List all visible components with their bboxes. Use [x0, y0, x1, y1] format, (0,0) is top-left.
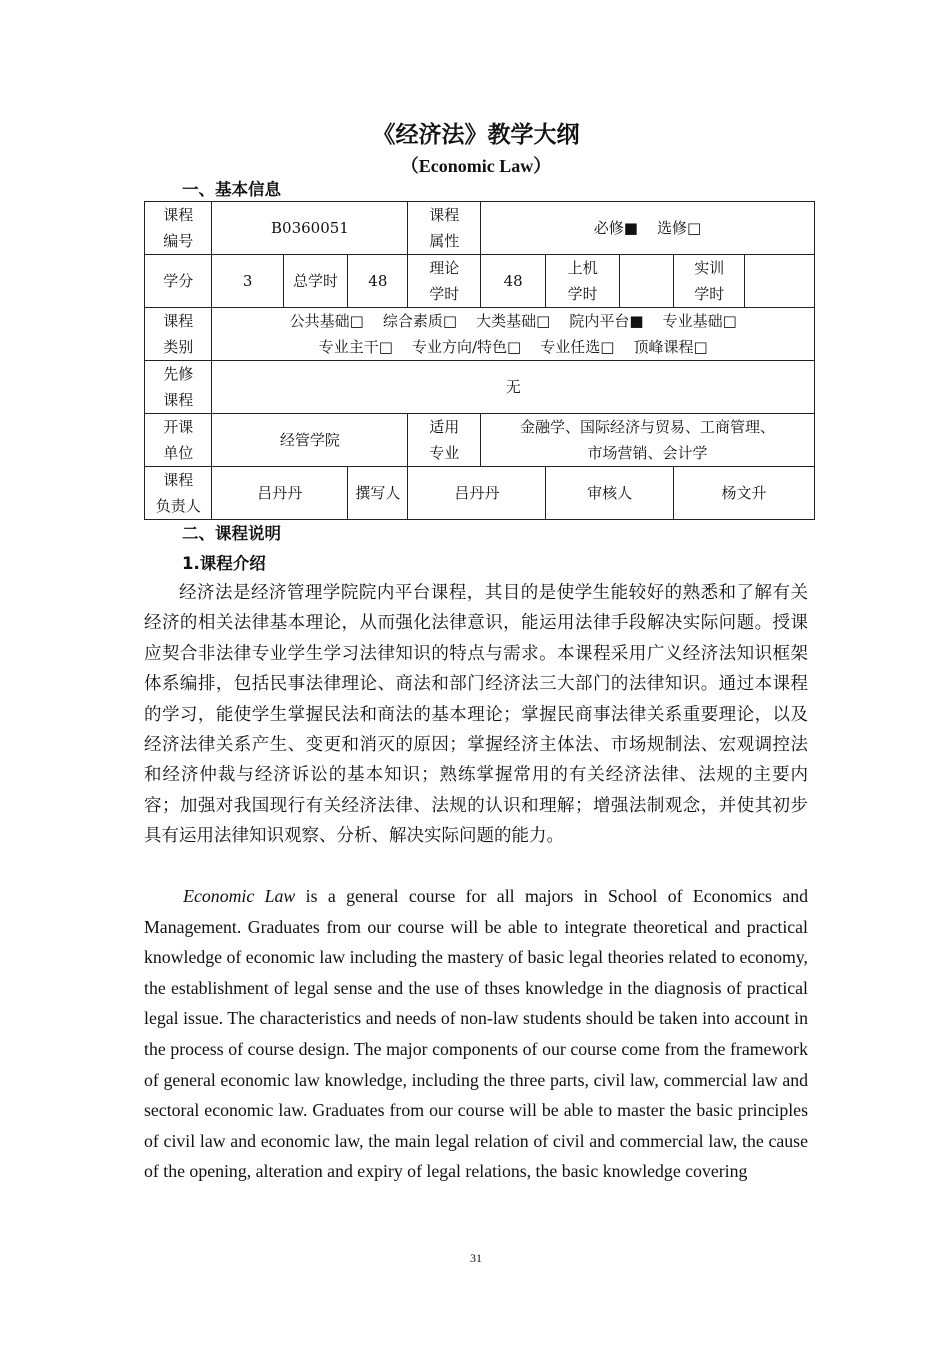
credit-value: 3 — [212, 255, 283, 308]
table-row — [145, 202, 815, 255]
table-row — [145, 308, 815, 361]
table-row — [145, 361, 815, 414]
category-line-1: 公共基础□ 综合素质□ 大类基础□ 院内平台■ 专业基础□ — [289, 312, 737, 330]
document-title: 《经济法》教学大纲 — [372, 122, 580, 148]
table-row — [145, 255, 815, 308]
course-attr-label: 课程 属性 — [408, 202, 481, 255]
major-label: 适用 专业 — [408, 414, 481, 467]
majors-value: 金融学、国际经济与贸易、工商管理、 市场营销、会计学 — [480, 414, 814, 467]
theory-hours-label: 理论 学时 — [408, 255, 481, 308]
total-hours-label: 总学时 — [283, 255, 347, 308]
table-row — [145, 414, 815, 467]
dept-value: 经管学院 — [212, 414, 408, 467]
prereq-value: 无 — [212, 361, 815, 414]
course-attr-value: 必修■ 选修□ — [480, 202, 814, 255]
page-number: 31 — [470, 1251, 482, 1265]
course-code-value: B0360051 — [212, 202, 408, 255]
section-heading-basic-info: 一、基本信息 — [182, 180, 281, 199]
course-name-italic: Economic Law — [183, 886, 296, 906]
lab-hours-value — [619, 255, 673, 308]
practice-hours-label: 实训 学时 — [673, 255, 744, 308]
writer-label: 撰写人 — [348, 467, 408, 520]
reviewer-value: 杨文升 — [673, 467, 814, 520]
credit-label: 学分 — [145, 255, 212, 308]
category-label: 课程 类别 — [145, 308, 212, 361]
category-options — [212, 308, 815, 361]
prereq-label: 先修 课程 — [145, 361, 212, 414]
document-subtitle: （Economic Law） — [400, 156, 552, 176]
owner-label: 课程 负责人 — [145, 467, 212, 520]
course-code-label: 课程 编号 — [145, 202, 212, 255]
course-intro-chinese: 经济法是经济管理学院院内平台课程，其目的是使学生能较好的熟悉和了解有关经济的相关法律基本理论，从而强化法律意识，能运用法律手段解决实际问题。授课应契合非法律专业学生学习法律知识的特点与需求。本课程采用广义经济法知识框架体系编排，包括民事法律理论、商法和部门经济法三大部门的法律知识。通过本课程的学习，能使学生掌握民法和商法的基本理论；掌握民商事法律关系重要理论，以及经济法律关系产生、变更和消灭的原因；掌握经济主体法、市场规制法、宏观调控法和经济仲裁与经济诉讼的基本知识；熟练掌握常用的有关经济法律、法规的主要内容；加强对我国现行有关经济法律、法规的认识和理解；增强法制观念，并使其初步具有运用法律知识观察、分析、解决实际问题的能力。 — [144, 583, 808, 847]
subsection-heading-course-intro: 1.课程介绍 — [182, 554, 266, 573]
lab-hours-label: 上机 学时 — [546, 255, 620, 308]
total-hours-value: 48 — [348, 255, 408, 308]
course-intro-english — [144, 881, 808, 1187]
owner-value: 吕丹丹 — [212, 467, 348, 520]
theory-hours-value: 48 — [480, 255, 545, 308]
course-intro-english-text: is a general course for all majors in School of Economics and Management. Graduates from our course will be able to integrate theoretical and practical knowledge of economic law including the mastery of basic legal theories related to economy, the establishment of legal sense and the use of thses knowledge in the diagnosis of practical legal issue. The characteristics and needs of non-law students should be taken into account in the process of course design. The major components of our course come from the framework of general economic law knowledge, including the three parts, civil law, commercial law and sectoral economic law. Graduates from our course will be able to master the basic principles of civil law and economic law, the main legal relation of civil and commercial law, the cause of the opening, alteration and expiry of legal relations, the basic knowledge covering — [144, 886, 808, 1182]
category-line-2: 专业主干□ 专业方向/特色□ 专业任选□ 顶峰课程□ — [318, 338, 708, 356]
dept-label: 开课 单位 — [145, 414, 212, 467]
course-info-table — [144, 201, 815, 520]
section-heading-course-description: 二、课程说明 — [182, 524, 281, 543]
reviewer-label: 审核人 — [546, 467, 674, 520]
table-row — [145, 467, 815, 520]
practice-hours-value — [745, 255, 815, 308]
writer-value: 吕丹丹 — [408, 467, 546, 520]
